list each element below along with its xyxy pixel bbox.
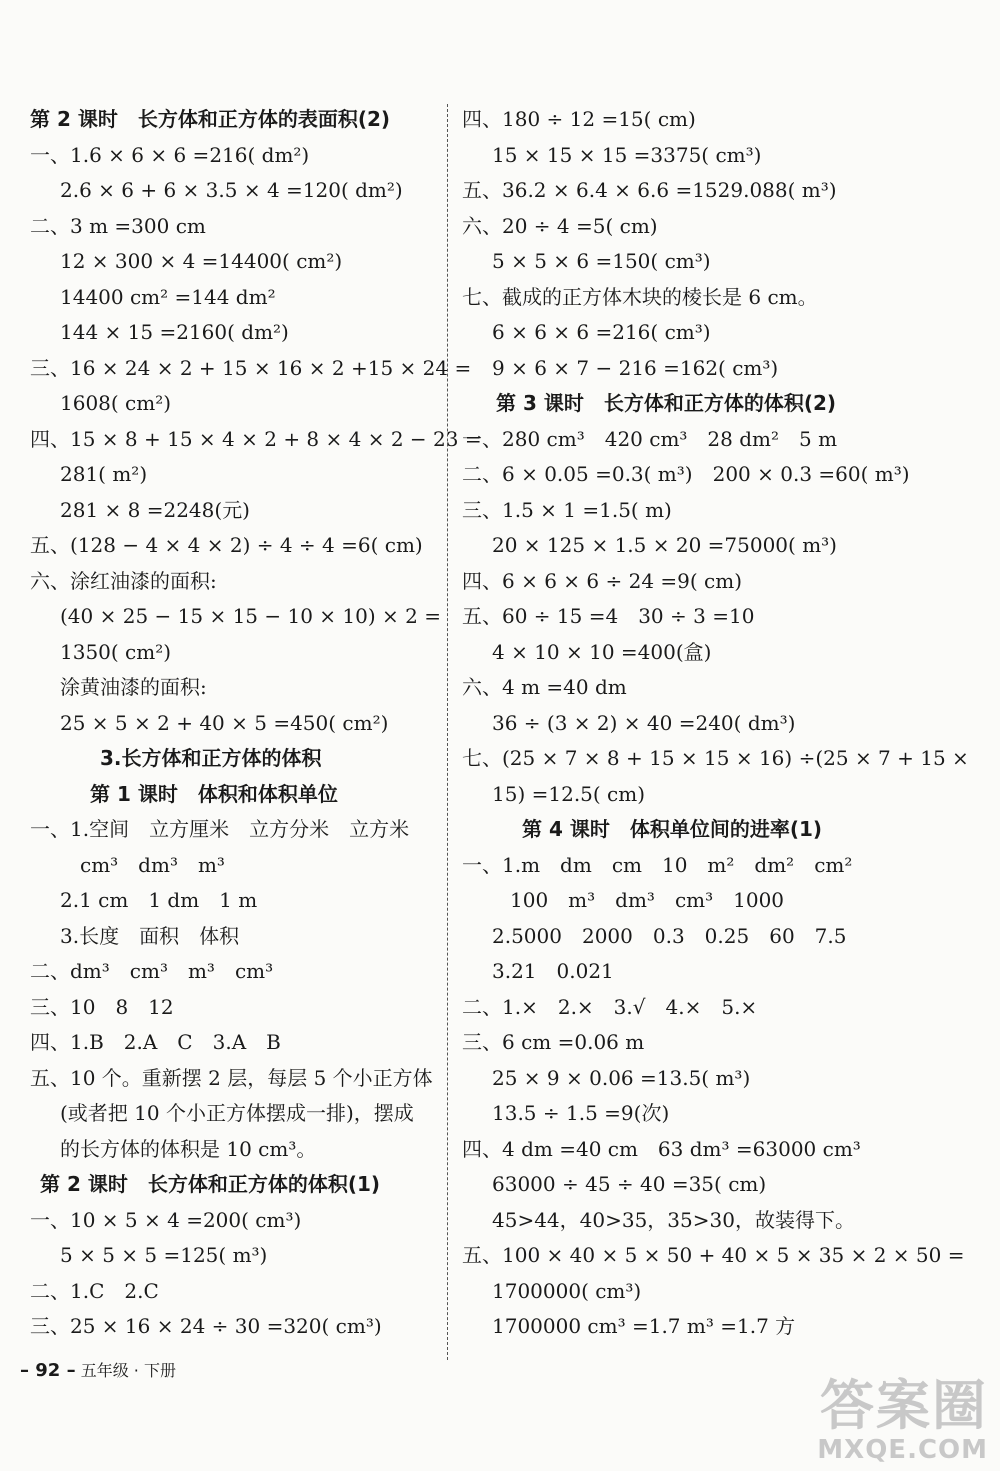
answer-line: 二、dm³ cm³ m³ cm³ bbox=[30, 959, 274, 983]
answer-line: 281 × 8 =2248(元) bbox=[60, 497, 250, 522]
answer-line: 五、36.2 × 6.4 × 6.6 =1529.088( m³) bbox=[462, 178, 837, 202]
answer-line: 五、10 个。重新摆 2 层，每层 5 个小正方体 bbox=[30, 1065, 433, 1090]
answer-line: 2.5000 2000 0.3 0.25 60 7.5 bbox=[492, 923, 847, 948]
answer-line: 4 × 10 × 10 =400(盒) bbox=[492, 639, 712, 664]
answer-line: 281( m²) bbox=[60, 462, 148, 486]
section-heading: 第 4 课时 体积单位间的进率(1) bbox=[522, 817, 823, 841]
answer-line: 2.6 × 6 + 6 × 3.5 × 4 =120( dm²) bbox=[60, 178, 403, 202]
answer-line: 5 × 5 × 6 =150( cm³) bbox=[492, 249, 711, 273]
answer-line: 五、(128 − 4 × 4 × 2) ÷ 4 ÷ 4 =6( cm) bbox=[30, 533, 423, 557]
answer-line: 六、涂红油漆的面积: bbox=[30, 568, 217, 593]
answer-line: 144 × 15 =2160( dm²) bbox=[60, 320, 289, 344]
answer-line: 3.21 0.021 bbox=[492, 959, 614, 983]
answer-line: 一、280 cm³ 420 cm³ 28 dm² 5 m bbox=[462, 426, 838, 451]
answer-line: 二、1.× 2.× 3.√ 4.× 5.× bbox=[462, 994, 758, 1019]
answer-line: 1608( cm²) bbox=[60, 391, 172, 415]
answer-line: 6 × 6 × 6 =216( cm³) bbox=[492, 320, 711, 344]
answer-line: 六、4 m =40 dm bbox=[462, 675, 627, 699]
watermark-title: 答案圈 bbox=[820, 1374, 988, 1437]
answer-line: cm³ dm³ m³ bbox=[80, 852, 225, 877]
answer-line: 涂黄油漆的面积: bbox=[60, 675, 207, 699]
answer-line: 二、6 × 0.05 =0.3( m³) 200 × 0.3 =60( m³) bbox=[462, 462, 910, 486]
column-divider bbox=[447, 104, 448, 1360]
answer-line: 一、10 × 5 × 4 =200( cm³) bbox=[30, 1207, 302, 1232]
answer-line: 三、25 × 16 × 24 ÷ 30 =320( cm³) bbox=[30, 1314, 382, 1338]
answer-line: 1350( cm²) bbox=[60, 639, 172, 664]
answer-line: 15) =12.5( cm) bbox=[492, 781, 646, 806]
section-heading: 第 3 课时 长方体和正方体的体积(2) bbox=[496, 391, 837, 415]
answer-line: 三、1.5 × 1 =1.5( m) bbox=[462, 497, 672, 522]
answer-line: 一、1.m dm cm 10 m² dm² cm² bbox=[462, 852, 853, 877]
answer-line: 1700000( cm³) bbox=[492, 1278, 642, 1303]
section-heading: 第 1 课时 体积和体积单位 bbox=[90, 781, 338, 806]
section-heading: 第 2 课时 长方体和正方体的体积(1) bbox=[40, 1172, 381, 1196]
answer-line: 63000 ÷ 45 ÷ 40 =35( cm) bbox=[492, 1172, 767, 1196]
answer-line: (或者把 10 个小正方体摆成一排)，摆成 bbox=[60, 1101, 414, 1125]
answer-line: 四、180 ÷ 12 =15( cm) bbox=[462, 107, 696, 131]
answer-line: 一、1.空间 立方厘米 立方分米 立方米 bbox=[30, 817, 410, 841]
answer-line: 25 × 5 × 2 + 40 × 5 =450( cm²) bbox=[60, 710, 389, 735]
answer-line: 二、1.C 2.C bbox=[30, 1278, 159, 1303]
answer-line: 9 × 6 × 7 − 216 =162( cm³) bbox=[492, 355, 779, 380]
grade-label: 五年级 · 下册 bbox=[80, 1361, 176, 1380]
answer-line: 三、16 × 24 × 2 + 15 × 16 × 2 +15 × 24 = bbox=[30, 355, 472, 380]
answer-line: 36 ÷ (3 × 2) × 40 =240( dm³) bbox=[492, 710, 796, 735]
answer-line: 一、1.6 × 6 × 6 =216( dm²) bbox=[30, 142, 310, 167]
page-number: – 92 – bbox=[20, 1360, 76, 1381]
answer-line: 2.1 cm 1 dm 1 m bbox=[60, 888, 258, 912]
answer-line: 的长方体的体积是 10 cm³。 bbox=[60, 1136, 317, 1161]
answer-line: 5 × 5 × 5 =125( m³) bbox=[60, 1243, 268, 1267]
answer-line: 13.5 ÷ 1.5 =9(次) bbox=[492, 1101, 670, 1125]
answer-line: 七、(25 × 7 × 8 + 15 × 15 × 16) ÷(25 × 7 + 15 × bbox=[462, 746, 969, 770]
answer-line: (40 × 25 − 15 × 15 − 10 × 10) × 2 = bbox=[60, 604, 441, 628]
answer-line: 1700000 cm³ =1.7 m³ =1.7 方 bbox=[492, 1314, 796, 1338]
answer-line: 100 m³ dm³ cm³ 1000 bbox=[510, 888, 785, 912]
answer-line: 45>44，40>35，35>30，故装得下。 bbox=[492, 1207, 855, 1232]
answer-line: 20 × 125 × 1.5 × 20 =75000( m³) bbox=[492, 533, 837, 557]
answer-line: 14400 cm² =144 dm² bbox=[60, 284, 276, 309]
page-footer bbox=[20, 1358, 176, 1381]
watermark-logo bbox=[817, 1374, 988, 1465]
answer-line: 四、1.B 2.A C 3.A B bbox=[30, 1030, 281, 1054]
section-heading: 3.长方体和正方体的体积 bbox=[100, 746, 322, 770]
answer-line: 三、6 cm =0.06 m bbox=[462, 1030, 645, 1054]
answer-line: 六、20 ÷ 4 =5( cm) bbox=[462, 213, 658, 238]
answer-line: 五、60 ÷ 15 =4 30 ÷ 3 =10 bbox=[462, 604, 755, 628]
answer-line: 四、15 × 8 + 15 × 4 × 2 + 8 × 4 × 2 − 23 = bbox=[30, 426, 482, 451]
answer-line: 25 × 9 × 0.06 =13.5( m³) bbox=[492, 1065, 751, 1090]
answer-line: 四、6 × 6 × 6 ÷ 24 =9( cm) bbox=[462, 568, 743, 593]
answer-line: 3.长度 面积 体积 bbox=[60, 923, 240, 948]
answer-line: 七、截成的正方体木块的棱长是 6 cm。 bbox=[462, 284, 818, 309]
section-heading: 第 2 课时 长方体和正方体的表面积(2) bbox=[30, 107, 391, 131]
watermark-url: MXQE.COM bbox=[817, 1435, 988, 1465]
answer-line: 15 × 15 × 15 =3375( cm³) bbox=[492, 142, 762, 167]
answer-line: 三、10 8 12 bbox=[30, 994, 174, 1019]
answer-line: 12 × 300 × 4 =14400( cm²) bbox=[60, 249, 343, 273]
answer-line: 二、3 m =300 cm bbox=[30, 213, 206, 238]
answer-line: 五、100 × 40 × 5 × 50 + 40 × 5 × 35 × 2 × 50 = bbox=[462, 1243, 965, 1267]
answer-line: 四、4 dm =40 cm 63 dm³ =63000 cm³ bbox=[462, 1136, 861, 1161]
